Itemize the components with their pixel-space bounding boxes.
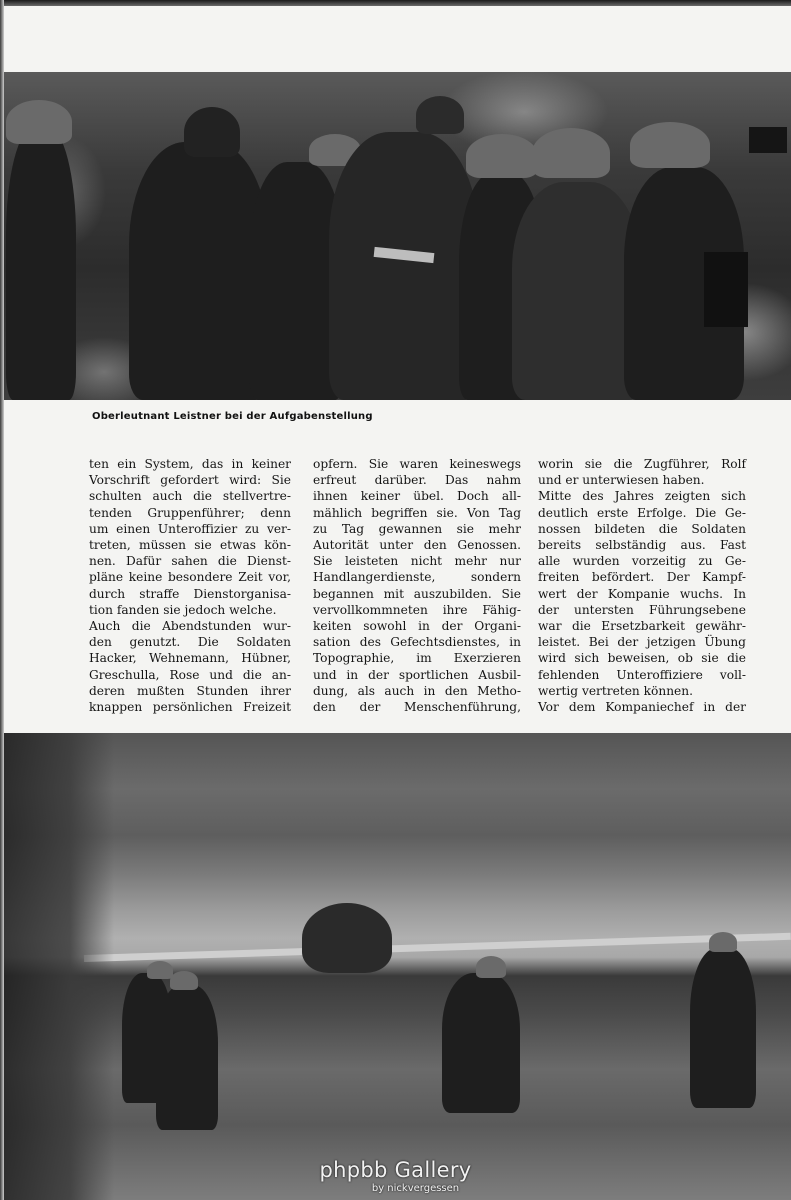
text-line: und in der sportlichen Ausbil- (313, 667, 521, 682)
text-line: worin sie die Zugführer, Rolf (538, 457, 746, 471)
soldier-figure (442, 973, 520, 1113)
helmet-shape (6, 100, 72, 144)
text-line: erfreut darüber. Das nahm (313, 473, 521, 488)
text-line: opfern. Sie waren keineswegs (313, 457, 521, 471)
text-line: begannen mit auszubilden. Sie (313, 586, 521, 601)
text-line: Topographie, im Exerzieren (313, 651, 521, 666)
helmet-shape (709, 932, 737, 952)
text-line: schulten auch die stellvertre- (89, 489, 291, 504)
road-line (84, 933, 791, 962)
text-line: pläne keine besondere Zeit vor, (89, 570, 291, 585)
helmet-shape (147, 961, 173, 979)
text-line: keiten sowohl in der Organi- (313, 619, 521, 634)
text-line: wird sich beweisen, ob sie die (538, 651, 746, 666)
text-line: treten, müssen sie etwas kön- (89, 538, 291, 553)
text-line: leistet. Bei der jetzigen Übung (538, 635, 746, 650)
text-line: vervollkommneten ihre Fähig- (313, 602, 521, 617)
cap-shape (184, 107, 240, 157)
text-line: nen. Dafür sahen die Dienst- (89, 554, 291, 569)
text-line: alle wurden vorzeitig zu Ge- (538, 554, 746, 569)
text-line: zu Tag gewannen sie mehr (313, 521, 521, 536)
text-line: nossen bildeten die Soldaten (538, 521, 746, 536)
photo-soldiers-advancing (4, 733, 791, 1200)
text-line: bereits selbständig aus. Fast (538, 538, 746, 553)
helmet-shape (532, 128, 610, 178)
text-line: wertig vertreten können. (538, 683, 693, 698)
text-line: ihnen keiner übel. Doch all- (313, 489, 521, 504)
soldier-figure (156, 985, 218, 1130)
helmet-shape (170, 971, 198, 990)
text-line: um einen Unteroffizier zu ver- (89, 521, 291, 536)
text-line: Auch die Abendstunden wur- (89, 619, 291, 634)
helmet-shape (466, 134, 538, 178)
text-line: den genutzt. Die Soldaten (89, 635, 291, 650)
text-line: ten ein System, das in keiner (89, 457, 291, 471)
watermark-text: phpbb Gallery (319, 1158, 472, 1182)
text-line: tion fanden sie jedoch welche. (89, 602, 277, 617)
watermark-subtext: by nickvergessen (371, 1183, 460, 1194)
text-line: Sie leisteten nicht mehr nur (313, 554, 521, 569)
text-line: den der Menschenführung, (313, 700, 521, 715)
text-line: freiten befördert. Der Kampf- (538, 570, 746, 585)
text-column-2 (313, 456, 521, 715)
text-line: Mitte des Jahres zeigten sich (538, 489, 746, 504)
text-line: fehlenden Unteroffiziere voll- (538, 667, 746, 682)
text-line: und er unterwiesen haben. (538, 473, 705, 488)
text-line: sation des Gefechtsdienstes, in (313, 635, 521, 650)
text-line: Handlangerdienste, sondern (313, 570, 521, 585)
text-line: deutlich erste Erfolge. Die Ge- (538, 505, 746, 520)
text-column-3 (538, 456, 746, 715)
soldier-figure (512, 182, 642, 400)
text-column-1 (89, 456, 291, 715)
soldier-figure (6, 127, 76, 400)
radio-backpack (704, 252, 748, 327)
text-line: war die Ersetzbarkeit gewähr- (538, 619, 746, 634)
photo-caption: Oberleutnant Leistner bei der Aufgabenstellung (92, 411, 373, 422)
text-line: tenden Gruppenführer; denn (89, 505, 291, 520)
equipment-object (749, 127, 787, 153)
text-line: dung, als auch in den Metho- (313, 683, 521, 698)
text-line: durch straffe Dienstorganisa- (89, 586, 291, 601)
officer-figure (329, 132, 479, 400)
helmet-shape (476, 956, 506, 978)
text-line: Vorschrift gefordert wird: Sie (89, 473, 291, 488)
text-line: Vor dem Kompaniechef in der (538, 700, 746, 715)
text-line: Autorität unter den Genossen. (313, 538, 521, 553)
text-line: Hacker, Wehnemann, Hübner, (89, 651, 291, 666)
soldier-figure (690, 948, 756, 1108)
soldier-figure (129, 142, 269, 400)
tree-foliage (4, 733, 114, 1200)
text-line: knappen persönlichen Freizeit (89, 700, 291, 715)
text-line: wert der Kompanie wuchs. In (538, 586, 746, 601)
text-line: Greschulla, Rose und die an- (89, 667, 291, 682)
text-line: mählich begriffen sie. Von Tag (313, 505, 521, 520)
bush-shape (302, 903, 392, 973)
helmet-shape (630, 122, 710, 168)
text-line: der untersten Führungsebene (538, 602, 746, 617)
page-top-edge (0, 0, 791, 6)
text-line: deren mußten Stunden ihrer (89, 683, 291, 698)
cap-shape (416, 96, 464, 134)
photo-soldiers-briefing (4, 72, 791, 400)
